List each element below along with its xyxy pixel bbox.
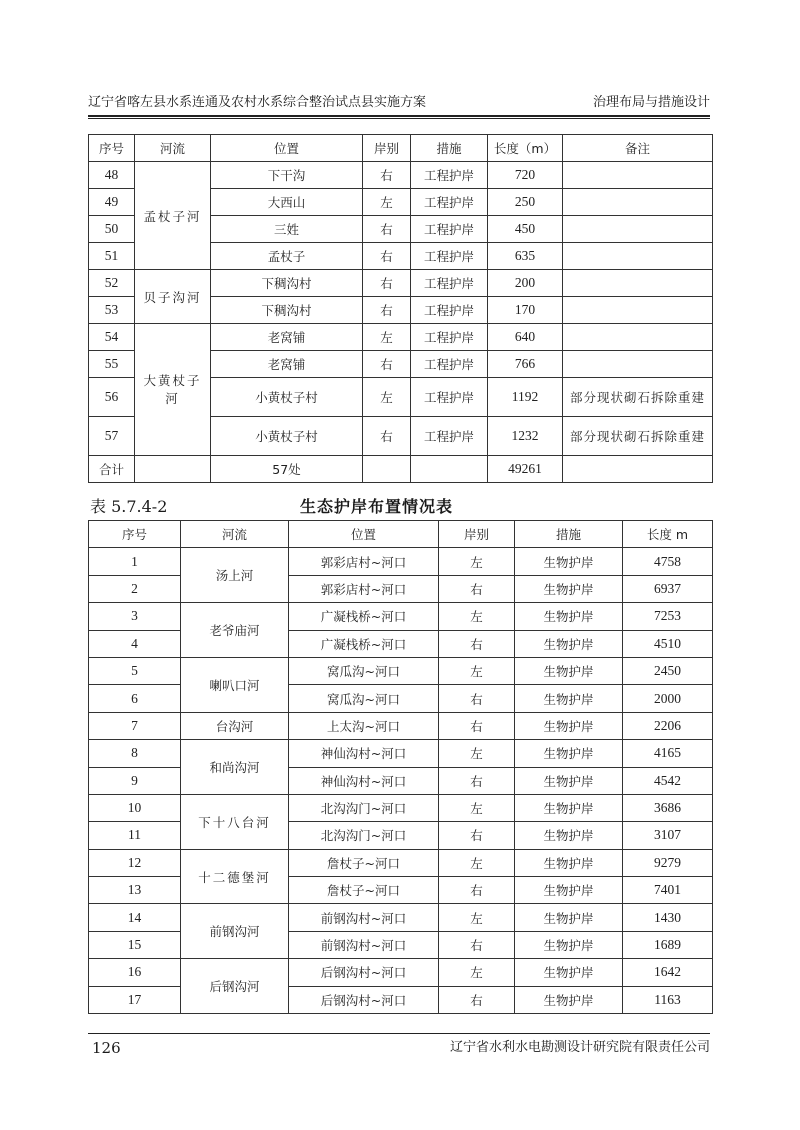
location: 孟杖子 <box>211 243 363 270</box>
measure: 生物护岸 <box>515 548 623 575</box>
row-number: 16 <box>89 959 181 986</box>
bank-side: 左 <box>439 849 515 876</box>
row-number: 12 <box>89 849 181 876</box>
location: 大西山 <box>211 189 363 216</box>
location: 后钢沟村~河口 <box>289 959 439 986</box>
total-empty <box>363 456 411 483</box>
table-row <box>89 548 713 575</box>
row-number: 4 <box>89 630 181 657</box>
footer-rule <box>88 1033 710 1034</box>
column-header: 位置 <box>211 135 363 162</box>
column-header: 岸别 <box>363 135 411 162</box>
bank-side: 左 <box>439 740 515 767</box>
total-empty <box>411 456 488 483</box>
table-row <box>89 657 713 684</box>
bank-side: 左 <box>363 378 411 417</box>
row-number: 13 <box>89 877 181 904</box>
bank-side: 右 <box>439 630 515 657</box>
bank-side: 右 <box>439 877 515 904</box>
river-name: 下十八台河 <box>181 794 289 849</box>
measure: 工程护岸 <box>411 216 488 243</box>
measure: 生物护岸 <box>515 931 623 958</box>
page-number: 126 <box>92 1039 121 1057</box>
row-number: 5 <box>89 657 181 684</box>
measure: 工程护岸 <box>411 162 488 189</box>
table-row <box>89 849 713 876</box>
length: 766 <box>488 351 563 378</box>
column-header: 河流 <box>181 521 289 548</box>
length: 4758 <box>623 548 713 575</box>
length: 2206 <box>623 712 713 739</box>
bank-side: 左 <box>439 657 515 684</box>
location: 詹杖子~河口 <box>289 849 439 876</box>
column-header: 长度 m <box>623 521 713 548</box>
note <box>563 162 713 189</box>
location: 窝瓜沟~河口 <box>289 657 439 684</box>
bank-side: 左 <box>439 548 515 575</box>
bank-side: 左 <box>439 904 515 931</box>
length: 4165 <box>623 740 713 767</box>
row-number: 10 <box>89 794 181 821</box>
river-name: 喇叭口河 <box>181 657 289 712</box>
river-name: 十二德堡河 <box>181 849 289 904</box>
table-title: 生态护岸布置情况表 <box>300 497 454 516</box>
location: 小黄杖子村 <box>211 417 363 456</box>
row-number: 53 <box>89 297 135 324</box>
measure: 生物护岸 <box>515 904 623 931</box>
location: 小黄杖子村 <box>211 378 363 417</box>
length: 7401 <box>623 877 713 904</box>
river-name: 大黄杖子 河 <box>135 324 211 456</box>
row-number: 1 <box>89 548 181 575</box>
note: 部分现状砌石拆除重建 <box>563 378 713 417</box>
location: 詹杖子~河口 <box>289 877 439 904</box>
bank-side: 左 <box>363 324 411 351</box>
bank-side: 右 <box>363 351 411 378</box>
length: 9279 <box>623 849 713 876</box>
measure: 生物护岸 <box>515 877 623 904</box>
note <box>563 189 713 216</box>
note <box>563 324 713 351</box>
row-number: 3 <box>89 603 181 630</box>
bank-side: 右 <box>363 162 411 189</box>
length: 1430 <box>623 904 713 931</box>
measure: 工程护岸 <box>411 378 488 417</box>
column-header: 备注 <box>563 135 713 162</box>
measure: 生物护岸 <box>515 794 623 821</box>
river-name: 汤上河 <box>181 548 289 603</box>
measure: 生物护岸 <box>515 959 623 986</box>
bank-side: 右 <box>439 575 515 602</box>
measure: 生物护岸 <box>515 767 623 794</box>
measure: 生物护岸 <box>515 575 623 602</box>
location: 上太沟~河口 <box>289 712 439 739</box>
location: 老窝铺 <box>211 351 363 378</box>
total-length: 49261 <box>488 456 563 483</box>
row-number: 15 <box>89 931 181 958</box>
table-row <box>89 740 713 767</box>
table-row <box>89 904 713 931</box>
note <box>563 351 713 378</box>
row-number: 49 <box>89 189 135 216</box>
river-name: 前钢沟河 <box>181 904 289 959</box>
length: 1163 <box>623 986 713 1013</box>
running-header <box>88 94 710 112</box>
location: 前钢沟村~河口 <box>289 904 439 931</box>
table-row <box>89 162 713 189</box>
location: 郭彩店村~河口 <box>289 575 439 602</box>
measure: 生物护岸 <box>515 849 623 876</box>
row-number: 9 <box>89 767 181 794</box>
location: 神仙沟村~河口 <box>289 767 439 794</box>
bank-side: 右 <box>363 270 411 297</box>
table-row <box>89 270 713 297</box>
row-number: 48 <box>89 162 135 189</box>
row-number: 57 <box>89 417 135 456</box>
row-number: 6 <box>89 685 181 712</box>
length: 170 <box>488 297 563 324</box>
note <box>563 243 713 270</box>
location: 北沟沟门~河口 <box>289 822 439 849</box>
bank-side: 左 <box>439 794 515 821</box>
column-header: 位置 <box>289 521 439 548</box>
length: 635 <box>488 243 563 270</box>
note <box>563 270 713 297</box>
length: 2450 <box>623 657 713 684</box>
river-name: 老爷庙河 <box>181 603 289 658</box>
location: 三姓 <box>211 216 363 243</box>
row-number: 56 <box>89 378 135 417</box>
location: 广凝栈桥~河口 <box>289 630 439 657</box>
total-location-count: 57处 <box>211 456 363 483</box>
river-name: 后钢沟河 <box>181 959 289 1014</box>
row-number: 8 <box>89 740 181 767</box>
measure: 生物护岸 <box>515 712 623 739</box>
bank-side: 右 <box>363 216 411 243</box>
length: 250 <box>488 189 563 216</box>
length: 7253 <box>623 603 713 630</box>
total-empty <box>563 456 713 483</box>
row-number: 50 <box>89 216 135 243</box>
footer-organization: 辽宁省水利水电勘测设计研究院有限责任公司 <box>449 1040 710 1055</box>
river-name: 贝子沟河 <box>135 270 211 324</box>
measure: 工程护岸 <box>411 297 488 324</box>
length: 3686 <box>623 794 713 821</box>
bank-side: 右 <box>439 712 515 739</box>
location: 北沟沟门~河口 <box>289 794 439 821</box>
measure: 生物护岸 <box>515 740 623 767</box>
total-empty <box>135 456 211 483</box>
table-row <box>89 794 713 821</box>
river-name: 和尚沟河 <box>181 740 289 795</box>
location: 广凝栈桥~河口 <box>289 603 439 630</box>
river-name: 台沟河 <box>181 712 289 739</box>
note <box>563 297 713 324</box>
table-row <box>89 712 713 739</box>
column-header: 措施 <box>411 135 488 162</box>
measure: 工程护岸 <box>411 351 488 378</box>
column-header: 河流 <box>135 135 211 162</box>
note <box>563 216 713 243</box>
total-row <box>89 456 713 483</box>
measure: 生物护岸 <box>515 657 623 684</box>
length: 1642 <box>623 959 713 986</box>
location: 下干沟 <box>211 162 363 189</box>
header-rule-thin <box>88 118 710 119</box>
length: 1192 <box>488 378 563 417</box>
bank-side: 右 <box>439 767 515 794</box>
measure: 工程护岸 <box>411 243 488 270</box>
measure: 生物护岸 <box>515 685 623 712</box>
location: 郭彩店村~河口 <box>289 548 439 575</box>
bank-side: 左 <box>439 959 515 986</box>
location: 下稠沟村 <box>211 297 363 324</box>
row-number: 51 <box>89 243 135 270</box>
measure: 生物护岸 <box>515 603 623 630</box>
row-number: 52 <box>89 270 135 297</box>
table-header-row <box>89 521 713 548</box>
length: 3107 <box>623 822 713 849</box>
location: 下稠沟村 <box>211 270 363 297</box>
measure: 工程护岸 <box>411 417 488 456</box>
length: 200 <box>488 270 563 297</box>
location: 后钢沟村~河口 <box>289 986 439 1013</box>
header-document-title: 辽宁省喀左县水系连通及农村水系综合整治试点县实施方案 <box>88 95 427 110</box>
bank-side: 右 <box>439 822 515 849</box>
measure: 生物护岸 <box>515 822 623 849</box>
length: 4542 <box>623 767 713 794</box>
bank-side: 左 <box>363 189 411 216</box>
table-row <box>89 603 713 630</box>
length: 1232 <box>488 417 563 456</box>
row-number: 55 <box>89 351 135 378</box>
measure: 生物护岸 <box>515 630 623 657</box>
measure: 工程护岸 <box>411 270 488 297</box>
location: 神仙沟村~河口 <box>289 740 439 767</box>
header-chapter-title: 治理布局与措施设计 <box>592 95 710 110</box>
length: 6937 <box>623 575 713 602</box>
measure: 工程护岸 <box>411 189 488 216</box>
column-header: 序号 <box>89 135 135 162</box>
column-header: 岸别 <box>439 521 515 548</box>
measure: 生物护岸 <box>515 986 623 1013</box>
length: 720 <box>488 162 563 189</box>
row-number: 7 <box>89 712 181 739</box>
bank-side: 右 <box>363 243 411 270</box>
bank-side: 右 <box>439 986 515 1013</box>
bank-side: 右 <box>363 297 411 324</box>
row-number: 2 <box>89 575 181 602</box>
column-header: 长度（m） <box>488 135 563 162</box>
column-header: 措施 <box>515 521 623 548</box>
length: 1689 <box>623 931 713 958</box>
measure: 工程护岸 <box>411 324 488 351</box>
table-header-row <box>89 135 713 162</box>
length: 4510 <box>623 630 713 657</box>
total-label: 合计 <box>89 456 135 483</box>
engineering-revetment-table <box>88 134 713 483</box>
header-rule <box>88 115 710 117</box>
table-row <box>89 324 713 351</box>
row-number: 11 <box>89 822 181 849</box>
length: 450 <box>488 216 563 243</box>
river-name: 孟杖子河 <box>135 162 211 270</box>
row-number: 54 <box>89 324 135 351</box>
row-number: 17 <box>89 986 181 1013</box>
row-number: 14 <box>89 904 181 931</box>
length: 2000 <box>623 685 713 712</box>
location: 窝瓜沟~河口 <box>289 685 439 712</box>
bank-side: 右 <box>439 931 515 958</box>
location: 老窝铺 <box>211 324 363 351</box>
table-number: 表 5.7.4-2 <box>90 497 168 516</box>
bank-side: 右 <box>439 685 515 712</box>
length: 640 <box>488 324 563 351</box>
page-footer <box>88 1038 710 1058</box>
bank-side: 右 <box>363 417 411 456</box>
table-row <box>89 959 713 986</box>
ecological-revetment-table <box>88 520 713 1014</box>
column-header: 序号 <box>89 521 181 548</box>
bank-side: 左 <box>439 603 515 630</box>
note: 部分现状砌石拆除重建 <box>563 417 713 456</box>
location: 前钢沟村~河口 <box>289 931 439 958</box>
